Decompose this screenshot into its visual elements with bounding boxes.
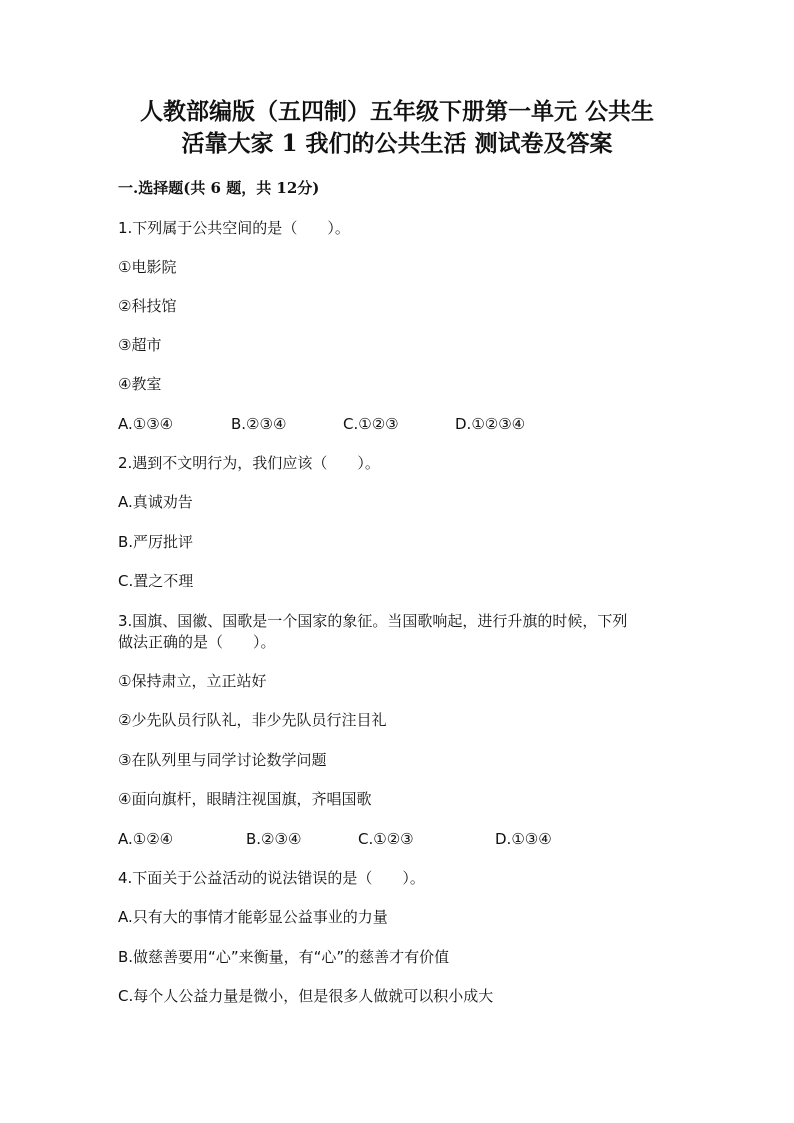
question-4-option-c: C.每个人公益力量是微小，但是很多人做就可以积小成大 — [118, 987, 494, 1005]
question-4-option-a: A.只有大的事情才能彰显公益事业的力量 — [118, 908, 388, 926]
question-1-option-c: C.①②③ — [343, 415, 399, 433]
question-1-item: ④教室 — [118, 375, 162, 393]
question-4-stem: 4.下面关于公益活动的说法错误的是（ ）。 — [118, 869, 425, 887]
section-heading: 一.选择题(共 6 题，共 12分) — [118, 179, 320, 197]
question-2-stem: 2.遇到不文明行为，我们应该（ ）。 — [118, 454, 380, 472]
question-3-item: ②少先队员行队礼，非少先队员行注目礼 — [118, 711, 387, 729]
question-3-stem-line-2: 做法正确的是（ ）。 — [118, 633, 276, 651]
question-3-stem-line-1: 3.国旗、国徽、国歌是一个国家的象征。当国歌响起，进行升旗的时候，下列 — [118, 612, 628, 630]
question-2-option-c: C.置之不理 — [118, 572, 194, 590]
question-1-option-b: B.②③④ — [231, 415, 287, 433]
question-1-item: ①电影院 — [118, 258, 177, 276]
question-2-option-a: A.真诚劝告 — [118, 493, 193, 511]
question-1-item: ③超市 — [118, 336, 162, 354]
question-3-item: ③在队列里与同学讨论数学问题 — [118, 751, 327, 769]
title-line-1: 人教部编版（五四制）五年级下册第一单元 公共生 — [139, 98, 654, 125]
question-1-option-a: A.①③④ — [118, 415, 174, 433]
title-line-2: 活靠大家 1 我们的公共生活 测试卷及答案 — [181, 130, 613, 157]
question-3-option-c: C.①②③ — [358, 830, 414, 848]
question-1-item: ②科技馆 — [118, 297, 177, 315]
question-1-option-d: D.①②③④ — [455, 415, 526, 433]
question-1-stem: 1.下列属于公共空间的是（ ）。 — [118, 219, 350, 237]
question-3-item: ④面向旗杆，眼睛注视国旗，齐唱国歌 — [118, 790, 372, 808]
question-4-option-b: B.做慈善要用“心”来衡量，有“心”的慈善才有价值 — [118, 948, 450, 966]
question-3-option-b: B.②③④ — [246, 830, 302, 848]
question-2-option-b: B.严厉批评 — [118, 533, 194, 551]
question-3-option-d: D.①③④ — [495, 830, 552, 848]
question-3-option-a: A.①②④ — [118, 830, 174, 848]
question-3-item: ①保持肃立，立正站好 — [118, 672, 267, 690]
